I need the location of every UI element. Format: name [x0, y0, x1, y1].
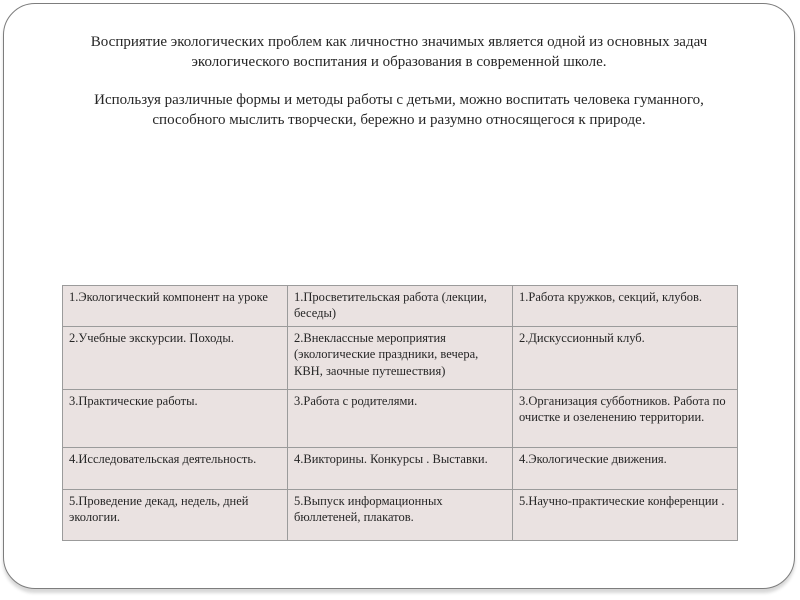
table-row [63, 327, 738, 390]
table-row [63, 286, 738, 327]
table-cell: 2.Дискуссионный клуб. [513, 327, 738, 390]
table-cell: 5.Проведение декад, недель, дней экологии. [63, 490, 288, 541]
table-cell: 4.Исследовательская деятельность. [63, 448, 288, 490]
table-cell: 2.Внеклассные мероприятия (экологические праздники, вечера, КВН, заочные путешествия) [288, 327, 513, 390]
methods-table [62, 285, 738, 541]
table-cell: 4.Викторины. Конкурсы . Выставки. [288, 448, 513, 490]
table-cell: 1.Просветительская работа (лекции, беседы) [288, 286, 513, 327]
table-row [63, 490, 738, 541]
table-cell: 3.Организация субботников. Работа по очистке и озеленению территории. [513, 390, 738, 448]
slide [3, 3, 795, 589]
table-cell: 3.Работа с родителями. [288, 390, 513, 448]
table-cell: 2.Учебные экскурсии. Походы. [63, 327, 288, 390]
table-cell: 4.Экологические движения. [513, 448, 738, 490]
intro-paragraph-1: Восприятие экологических проблем как личностно значимых является одной из основных задач экологического воспитания и образования в современной школе. [90, 34, 708, 70]
table-cell: 1.Работа кружков, секций, клубов. [513, 286, 738, 327]
table-cell: 3.Практические работы. [63, 390, 288, 448]
table-row [63, 390, 738, 448]
intro-text-block [56, 33, 742, 149]
table-cell: 5.Научно-практические конференции . [513, 490, 738, 541]
intro-paragraph-2: Используя различные формы и методы работы с детьми, можно воспитать человека гуманного, способного мыслить творчески, бережно и разумно относящегося к природе. [94, 91, 704, 128]
table-cell: 1.Экологический компонент на уроке [63, 286, 288, 327]
table-cell: 5.Выпуск информационных бюллетеней, плакатов. [288, 490, 513, 541]
table-row [63, 448, 738, 490]
